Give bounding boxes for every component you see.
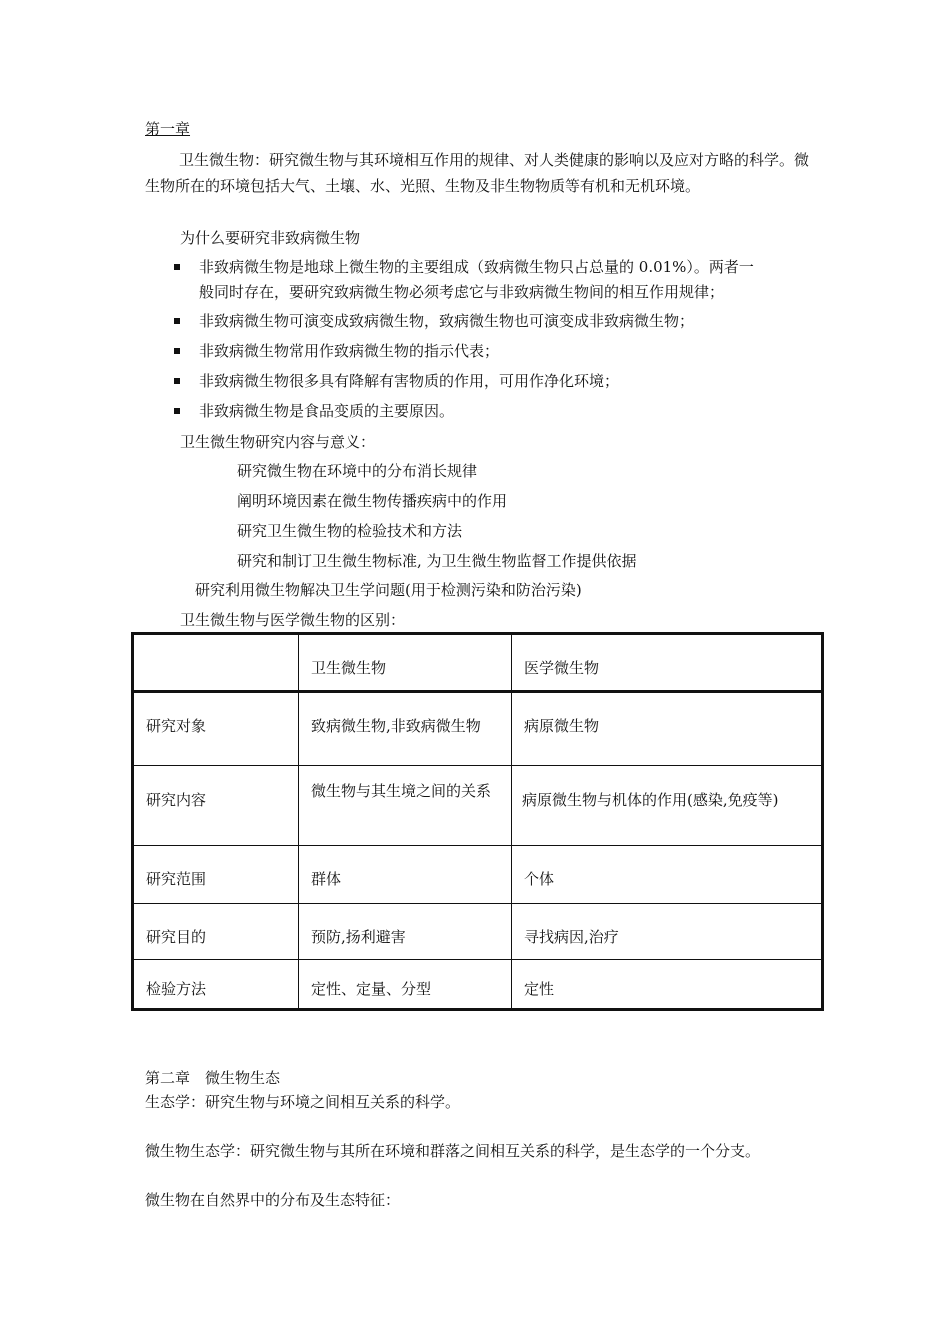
table-row	[133, 960, 823, 1010]
table-row-label: 研究对象	[133, 692, 299, 766]
chapter1-definition: 卫生微生物：研究微生物与其环境相互作用的规律、对人类健康的影响以及应对方略的科学。微生物所在的环境包括大气、土壤、水、光照、生物及非生物物质等有机和无机环境。	[145, 151, 810, 195]
chapter2-title: 第二章 微生物生态	[145, 1069, 281, 1087]
bullet-marker	[174, 348, 180, 354]
table-header-row	[133, 634, 823, 692]
table-row-label: 检验方法	[133, 960, 299, 1010]
table-row-label: 研究范围	[133, 846, 299, 904]
table-header-cell: 卫生微生物	[299, 634, 512, 692]
table-cell: 寻找病因,治疗	[512, 904, 823, 960]
table-cell: 预防,扬利避害	[299, 904, 512, 960]
table-row	[133, 766, 823, 846]
table-row	[133, 904, 823, 960]
table-cell: 致病微生物,非致病微生物	[299, 692, 512, 766]
distribution-heading: 微生物在自然界中的分布及生态特征：	[145, 1191, 401, 1209]
table-cell: 定性、定量、分型	[299, 960, 512, 1010]
content-item-3: 研究卫生微生物的检验技术和方法	[237, 522, 463, 540]
table-row	[133, 692, 823, 766]
bullet-2: 非致病微生物可演变成致病微生物，致病微生物也可演变成非致病微生物；	[199, 312, 695, 330]
chapter1-title: 第一章	[145, 120, 191, 138]
bullet-4: 非致病微生物很多具有降解有害物质的作用，可用作净化环境；	[199, 372, 620, 390]
bullet-1-line2: 般同时存在，要研究致病微生物必须考虑它与非致病微生物间的相互作用规律；	[199, 283, 725, 301]
table-cell: 个体	[512, 846, 823, 904]
micro-ecology-definition: 微生物生态学：研究微生物与其所在环境和群落之间相互关系的科学，是生态学的一个分支。	[145, 1142, 761, 1160]
content-item-1: 研究微生物在环境中的分布消长规律	[237, 462, 478, 480]
table-cell: 定性	[512, 960, 823, 1010]
table-cell: 微生物与其生境之间的关系	[299, 766, 512, 846]
bullet-3: 非致病微生物常用作致病微生物的指示代表；	[199, 342, 500, 360]
bullet-marker	[174, 264, 180, 270]
table-cell: 群体	[299, 846, 512, 904]
bullet-1-line1: 非致病微生物是地球上微生物的主要组成（致病微生物只占总量的 0.01%）。两者一	[199, 258, 754, 276]
bullet-5: 非致病微生物是食品变质的主要原因。	[199, 402, 455, 420]
bullet-marker	[174, 378, 180, 384]
content-extra: 研究利用微生物解决卫生学问题(用于检测污染和防治污染)	[195, 581, 582, 599]
comparison-table	[131, 632, 824, 1011]
table-header-cell: 医学微生物	[512, 634, 823, 692]
table-row-label: 研究目的	[133, 904, 299, 960]
diff-heading: 卫生微生物与医学微生物的区别：	[180, 611, 406, 629]
content-heading: 卫生微生物研究内容与意义：	[180, 433, 376, 451]
ecology-definition: 生态学：研究生物与环境之间相互关系的科学。	[145, 1093, 461, 1111]
table-row-label: 研究内容	[133, 766, 299, 846]
table-header-cell	[133, 634, 299, 692]
content-item-2: 阐明环境因素在微生物传播疾病中的作用	[237, 492, 508, 510]
bullet-marker	[174, 408, 180, 414]
bullet-marker	[174, 318, 180, 324]
content-item-4: 研究和制订卫生微生物标准, 为卫生微生物监督工作提供依据	[237, 552, 637, 570]
table-cell: 病原微生物与机体的作用(感染,免疫等)	[512, 766, 823, 846]
table-cell: 病原微生物	[512, 692, 823, 766]
table-row	[133, 846, 823, 904]
why-heading: 为什么要研究非致病微生物	[180, 229, 361, 247]
